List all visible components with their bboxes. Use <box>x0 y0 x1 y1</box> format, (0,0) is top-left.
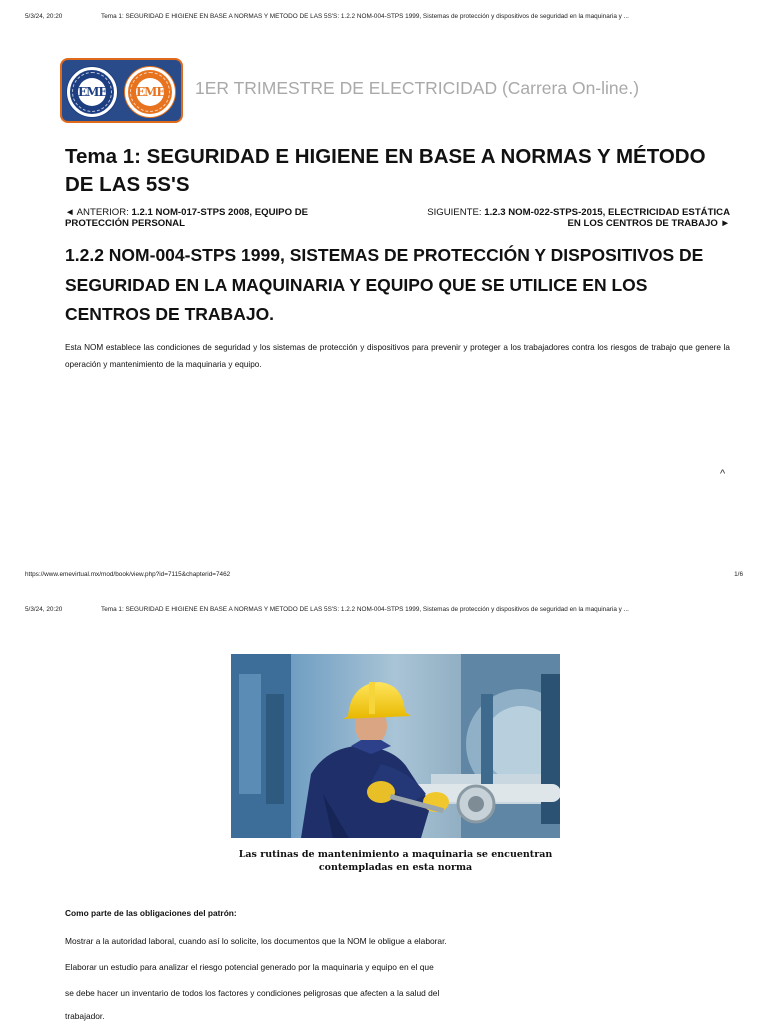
print-date: 5/3/24, 20:20 <box>25 606 63 613</box>
print-title: Tema 1: SEGURIDAD E HIGIENE EN BASE A NORMAS Y MÉTODO DE LAS 5S'S: 1.2.2 NOM-004-STPS 1999, Sistemas de protección y dispositivos de seguridad en la maquinaria y ... <box>101 13 629 20</box>
print-page-number: 1/6 <box>734 571 743 578</box>
next-chapter-label[interactable]: 1.2.3 NOM-022-STPS-2015, ELECTRICIDAD ESTÁTICA EN LOS CENTROS DE TRABAJO ► <box>484 207 730 229</box>
site-logo[interactable] <box>60 58 183 123</box>
previous-chapter-label[interactable]: 1.2.1 NOM-017-STPS 2008, EQUIPO DE PROTECCIÓN PERSONAL <box>65 207 309 229</box>
intro-paragraph: Esta NOM establece las condiciones de seguridad y los sistemas de protección y dispositivos para prevenir y proteger a los trabajadores contra los riesgos de trabajo que genere la operación y mantenimiento de la maquinaria y equipo. <box>65 343 730 369</box>
page-title: Tema 1: SEGURIDAD E HIGIENE EN BASE A NORMAS Y MÉTODO DE LAS 5S'S <box>65 145 706 196</box>
image-caption <box>231 849 560 874</box>
obligation-line: se debe hacer un inventario de todos los factores y condiciones peligrosas que afecten a la salud del <box>65 988 440 998</box>
next-chapter-prefix: SIGUIENTE: <box>427 207 485 218</box>
logo-seal-left-text: EME <box>78 85 107 99</box>
maintenance-worker-image <box>231 654 560 838</box>
print-header <box>0 606 768 620</box>
print-title: Tema 1: SEGURIDAD E HIGIENE EN BASE A NORMAS Y MÉTODO DE LAS 5S'S: 1.2.2 NOM-004-STPS 1999, Sistemas de protección y dispositivos de seguridad en la maquinaria y ... <box>101 606 629 613</box>
previous-chapter-link[interactable] <box>65 208 365 229</box>
section-title: 1.2.2 NOM-004-STPS 1999, SISTEMAS DE PROTECCIÓN Y DISPOSITIVOS DE SEGURIDAD EN LA MAQUINARIA Y EQUIPO QUE SE UTILICE EN LOS CENTROS DE TRABAJO. <box>65 245 704 324</box>
image-caption-line-2: contempladas en esta norma <box>318 861 473 873</box>
obligation-line: trabajador. <box>65 1011 105 1021</box>
obligations-heading: Como parte de las obligaciones del patrón: <box>65 908 237 918</box>
chevron-up-icon[interactable]: ^ <box>720 468 726 480</box>
obligation-line: Elaborar un estudio para analizar el riesgo potencial generado por la maquinaria y equipo en el que <box>65 962 434 972</box>
logo-seal-left <box>67 67 117 117</box>
image-caption-line-1: Las rutinas de mantenimiento a maquinaria se encuentran <box>238 849 553 860</box>
previous-chapter-prefix: ◄ ANTERIOR: <box>65 207 132 218</box>
next-chapter-link[interactable] <box>420 208 730 229</box>
print-url: https://www.emevirtual.mx/mod/book/view.php?id=7115&chapterid=7462 <box>25 571 231 578</box>
course-title[interactable]: 1ER TRIMESTRE DE ELECTRICIDAD (Carrera On-line.) <box>195 78 640 98</box>
print-date: 5/3/24, 20:20 <box>25 13 63 20</box>
obligation-line: Mostrar a la autoridad laboral, cuando así lo solicite, los documentos que la NOM le obligue a elaborar. <box>65 936 447 946</box>
logo-seal-right-text: EME <box>136 85 165 99</box>
print-header <box>0 13 768 27</box>
logo-seal-right <box>125 67 175 117</box>
